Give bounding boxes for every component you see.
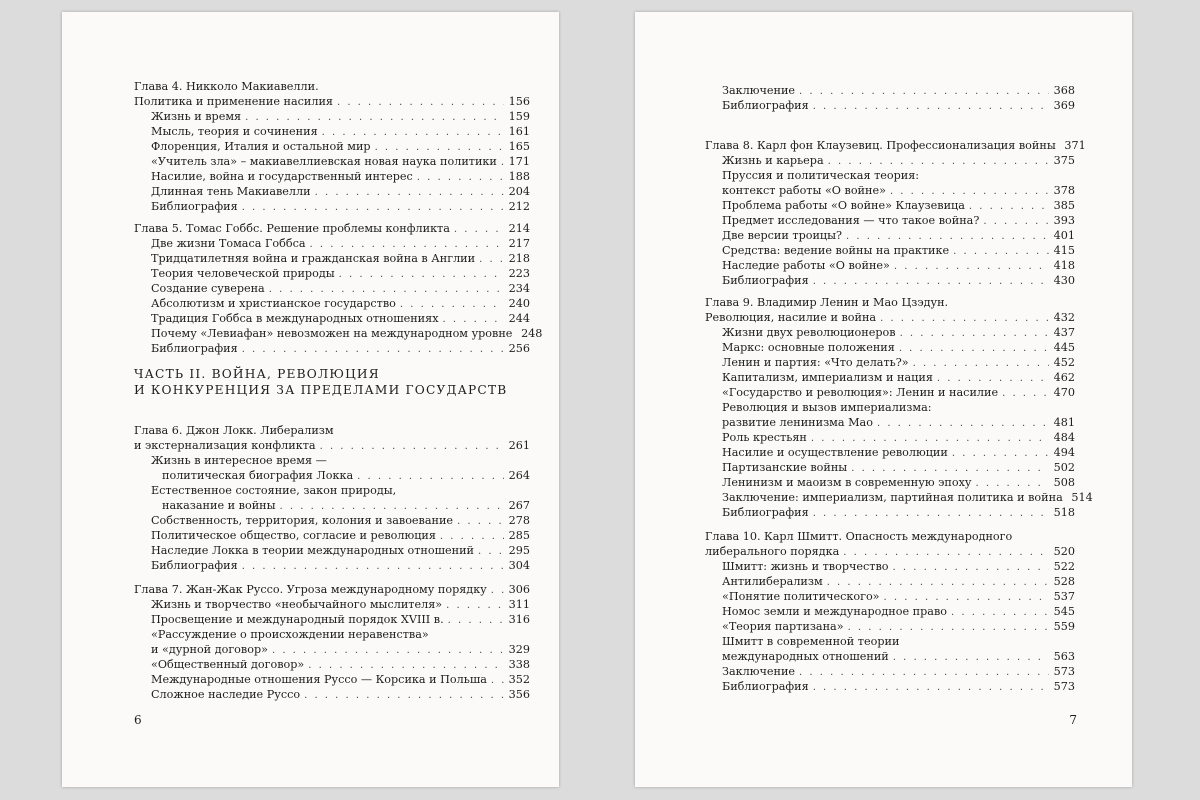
- leader-dots: [1002, 386, 1049, 401]
- leader-dots: [242, 200, 504, 215]
- chapter-8-list: [722, 198, 1075, 288]
- toc-entry-page: 508: [1053, 476, 1075, 489]
- toc-entry: [722, 619, 1075, 634]
- toc-entry: [722, 370, 1075, 385]
- toc-entry-title: Насилие и осуществление революции: [722, 446, 948, 459]
- toc-entry: [722, 83, 1075, 98]
- toc-entry-page: 244: [508, 312, 530, 325]
- toc-entry-title: Антилиберализм: [722, 575, 823, 588]
- toc-entry: контекст работы «О войне» . . . 378: [722, 183, 1075, 198]
- toc-entry: [722, 258, 1075, 273]
- leader-dots: [339, 267, 504, 282]
- leader-dots: [813, 99, 1049, 114]
- toc-entry-page: 240: [508, 297, 530, 310]
- leader-dots: [269, 282, 504, 297]
- toc-entry-title: Жизнь и творчество «необычайного мыслителя»: [151, 598, 443, 611]
- right-page: [635, 12, 1132, 787]
- toc-entry-page: 415: [1053, 244, 1075, 257]
- toc-entry-page: 316: [508, 613, 530, 626]
- toc-entry-title: Насилие, война и государственный интерес: [151, 170, 413, 183]
- chapter-4-items: [134, 109, 530, 214]
- toc-entry-page: 248: [521, 327, 543, 340]
- toc-entry-title: Тридцатилетняя война и гражданская война в Англии: [151, 252, 476, 265]
- leader-dots: [491, 673, 504, 688]
- chapter-6-items: [134, 453, 530, 573]
- leader-dots: [913, 356, 1049, 371]
- toc-entry-line: «Рассуждение о происхождении неравенства»: [151, 628, 429, 641]
- toc-entry: [722, 475, 1075, 490]
- toc-entry-page: 338: [508, 658, 530, 671]
- chapter-5-items: [134, 236, 543, 356]
- toc-entry: [722, 559, 1075, 574]
- chapter-8: [705, 138, 1086, 288]
- part-2-heading: [134, 367, 530, 398]
- toc-entry: [151, 251, 530, 266]
- chapter-7-items: [134, 597, 530, 702]
- chapter-10-items: [705, 559, 1075, 694]
- toc-entry: Революция, насилие и война . . . 432: [705, 310, 1075, 325]
- toc-entry-title: Мысль, теория и сочинения: [151, 125, 318, 138]
- toc-entry: [151, 528, 530, 543]
- leader-dots: [811, 431, 1049, 446]
- toc-entry-title: Библиография: [722, 274, 809, 287]
- toc-entry-page: 159: [508, 110, 530, 123]
- toc-entry: [722, 228, 1075, 243]
- toc-entry-title: Просвещение и международный порядок XVIII в.: [151, 613, 444, 626]
- toc-entry-title: Две жизни Томаса Гоббса: [151, 237, 306, 250]
- toc-entry-page: 285: [508, 529, 530, 542]
- toc-entry-title: Собственность, территория, колония и завоевание: [151, 514, 454, 527]
- leader-dots: [400, 297, 504, 312]
- toc-entry-page: 161: [508, 125, 530, 138]
- toc-entry-title: Создание суверена: [151, 282, 265, 295]
- leader-dots: [813, 274, 1049, 289]
- carry-over-items: [705, 83, 1075, 113]
- toc-entry-line: Естественное состояние, закон природы,: [151, 484, 397, 497]
- toc-entry-title: Политическое общество, согласие и революция: [151, 529, 436, 542]
- leader-dots: [846, 229, 1049, 244]
- toc-entry-page: 356: [508, 688, 530, 701]
- toc-entry-title: Две версии троицы?: [722, 229, 843, 242]
- leader-dots: [884, 590, 1049, 605]
- toc-entry-page: 559: [1053, 620, 1075, 633]
- toc-entry-title: Международные отношения Руссо — Корсика и Польша: [151, 673, 487, 686]
- chapter-title: Глава 6. Джон Локк. Либерализм: [134, 424, 334, 437]
- toc-entry-page: 369: [1053, 99, 1075, 112]
- leader-dots: [953, 244, 1049, 259]
- toc-entry-line: Жизнь в интересное время —: [151, 454, 327, 467]
- toc-entry: [722, 385, 1075, 400]
- leader-dots: [457, 514, 504, 529]
- toc-entry-page: 470: [1053, 386, 1075, 399]
- toc-entry: [151, 184, 530, 199]
- leader-dots: [448, 613, 504, 628]
- chapter-7-list-b: [151, 657, 530, 702]
- toc-entry: [151, 326, 543, 341]
- toc-entry-line: Революция и вызов империализма:: [722, 401, 932, 414]
- leader-dots: [952, 446, 1049, 461]
- toc-entry-title: Заключение: [722, 665, 796, 678]
- toc-entry: [722, 325, 1075, 340]
- toc-entry-title: Библиография: [722, 680, 809, 693]
- toc-entry: [151, 612, 530, 627]
- toc-entry: [151, 139, 530, 154]
- toc-entry-page: 494: [1053, 446, 1075, 459]
- toc-entry: политическая биография Локка . . . 264: [151, 468, 530, 483]
- toc-entry: международных отношений . . . 563: [722, 649, 1075, 664]
- toc-entry: Глава 7. Жан-Жак Руссо. Угроза международному порядку . . . 306: [134, 582, 530, 597]
- leader-dots: [375, 140, 504, 155]
- toc-entry-title: Наследие работы «О войне»: [722, 259, 890, 272]
- toc-entry: [722, 213, 1075, 228]
- toc-entry-title: «Понятие политического»: [722, 590, 880, 603]
- toc-entry: [722, 679, 1075, 694]
- toc-entry-title: Теория человеческой природы: [151, 267, 335, 280]
- toc-entry-title: «Теория партизана»: [722, 620, 844, 633]
- chapter-7: [134, 582, 530, 702]
- leader-dots: [440, 529, 504, 544]
- toc-entry-page: 311: [508, 598, 530, 611]
- toc-entry: [151, 311, 530, 326]
- toc-entry-page: 437: [1053, 326, 1075, 339]
- leader-dots: [894, 259, 1049, 274]
- toc-entry-page: 537: [1053, 590, 1075, 603]
- toc-entry: [722, 460, 1075, 475]
- toc-entry-title: Жизнь и время: [151, 110, 242, 123]
- leader-dots: [900, 326, 1049, 341]
- toc-entry-page: 352: [508, 673, 530, 686]
- chapter-10-list-a: [722, 559, 1075, 634]
- leader-dots: [851, 461, 1049, 476]
- leader-dots: [501, 155, 504, 170]
- toc-entry: [722, 98, 1075, 113]
- toc-entry: наказание и войны . . . 267: [151, 498, 530, 513]
- leader-dots: [443, 312, 504, 327]
- toc-entry-title: Жизни двух революционеров: [722, 326, 896, 339]
- leader-dots: [446, 598, 504, 613]
- toc-entry-title: Ленинизм и маоизм в современную эпоху: [722, 476, 972, 489]
- toc-entry-title: Библиография: [151, 559, 238, 572]
- toc-entry-page: 452: [1053, 356, 1075, 369]
- toc-entry-page: 418: [1053, 259, 1075, 272]
- leader-dots: [975, 476, 1049, 491]
- chapter-7-end: [705, 83, 1075, 113]
- toc-entry: [151, 687, 530, 702]
- toc-entry: и «дурной договор» . . . 329: [151, 642, 530, 657]
- toc-entry: [151, 169, 530, 184]
- chapter-6-list: [151, 513, 530, 573]
- toc-entry-title: Библиография: [151, 342, 238, 355]
- toc-entry-title: «Общественный договор»: [151, 658, 305, 671]
- toc-entry-title: Предмет исследования — что такое война?: [722, 214, 980, 227]
- toc-entry: [722, 664, 1075, 679]
- toc-entry: [722, 198, 1075, 213]
- toc-entry-title: Библиография: [722, 99, 809, 112]
- toc-entry-title: Заключение: [722, 84, 796, 97]
- leader-dots: [304, 688, 504, 703]
- toc-entry-page: 368: [1053, 84, 1075, 97]
- toc-entry-title: Наследие Локка в теории международных отношений: [151, 544, 474, 557]
- toc-entry-page: 165: [508, 140, 530, 153]
- chapter-title: Глава 9. Владимир Ленин и Мао Цзэдун.: [705, 296, 949, 309]
- toc-entry-page: 223: [508, 267, 530, 280]
- toc-entry: развитие ленинизма Мао . . . 481: [722, 415, 1075, 430]
- toc-entry-title: Партизанские войны: [722, 461, 848, 474]
- toc-entry: [722, 505, 1075, 520]
- toc-entry: [151, 124, 530, 139]
- toc-entry-page: 217: [508, 237, 530, 250]
- leader-dots: [899, 341, 1049, 356]
- leader-dots: [848, 620, 1049, 635]
- toc-entry-title: Сложное наследие Руссо: [151, 688, 301, 701]
- toc-entry: [722, 340, 1075, 355]
- toc-entry-page: 518: [1053, 506, 1075, 519]
- toc-entry: [151, 109, 530, 124]
- toc-entry-page: 522: [1053, 560, 1075, 573]
- chapter-title: Глава 10. Карл Шмитт. Опасность международного: [705, 530, 1013, 543]
- leader-dots: [245, 110, 504, 125]
- toc-entry-page: 545: [1053, 605, 1075, 618]
- toc-entry: [722, 355, 1075, 370]
- toc-entry-line: Шмитт в современной теории: [722, 635, 900, 648]
- toc-entry-title: Почему «Левиафан» невозможен на международном уровне: [151, 327, 513, 340]
- leader-dots: [310, 237, 504, 252]
- left-page: [62, 12, 559, 787]
- toc-entry-title: Заключение: империализм, партийная политика и война: [722, 491, 1063, 504]
- toc-entry-page: 573: [1053, 680, 1075, 693]
- leader-dots: [242, 559, 504, 574]
- toc-entry: [151, 672, 530, 687]
- leader-dots: [969, 199, 1049, 214]
- toc-entry-page: 188: [508, 170, 530, 183]
- toc-entry: [151, 296, 530, 311]
- toc-entry-title: Длинная тень Макиавелли: [151, 185, 311, 198]
- toc-entry: [722, 604, 1075, 619]
- toc-entry: [151, 657, 530, 672]
- toc-entry-title: Капитализм, империализм и нация: [722, 371, 933, 384]
- toc-entry: либерального порядка . . . 520: [705, 544, 1075, 559]
- leader-dots: [322, 125, 504, 140]
- toc-entry-title: Библиография: [722, 506, 809, 519]
- toc-entry-page: 304: [508, 559, 530, 572]
- toc-entry-title: Шмитт: жизнь и творчество: [722, 560, 889, 573]
- toc-entry-page: 295: [508, 544, 530, 557]
- toc-entry-title: Библиография: [151, 200, 238, 213]
- toc-entry: [722, 273, 1075, 288]
- toc-entry-title: Средства: ведение войны на практике: [722, 244, 950, 257]
- toc-entry-page: 256: [508, 342, 530, 355]
- toc-entry: [722, 589, 1075, 604]
- toc-entry-title: Маркс: основные положения: [722, 341, 895, 354]
- toc-entry-title: Ленин и партия: «Что делать?»: [722, 356, 909, 369]
- toc-entry: [151, 199, 530, 214]
- chapter-4: [134, 79, 530, 214]
- toc-entry-page: 430: [1053, 274, 1075, 287]
- toc-entry: [151, 341, 530, 356]
- toc-entry-page: 573: [1053, 665, 1075, 678]
- chapter-9-items: [705, 325, 1093, 520]
- leader-dots: [478, 544, 504, 559]
- leader-dots: [827, 575, 1049, 590]
- toc-entry: и экстернализация конфликта . . . 261: [134, 438, 530, 453]
- toc-entry-page: 171: [508, 155, 530, 168]
- toc-entry: Глава 8. Карл фон Клаузевиц. Профессионализация войны 371: [705, 139, 1086, 152]
- toc-entry-page: 218: [508, 252, 530, 265]
- toc-entry-page: 278: [508, 514, 530, 527]
- toc-entry-title: «Государство и революция»: Ленин и насилие: [722, 386, 999, 399]
- chapter-5: [134, 221, 543, 356]
- toc-entry-title: Традиция Гоббса в международных отношениях: [151, 312, 439, 325]
- toc-entry: Жизнь и карьера . . . 375: [722, 153, 1075, 168]
- toc-entry-page: 528: [1053, 575, 1075, 588]
- toc-entry: [151, 266, 530, 281]
- toc-entry: Политика и применение насилия . . . 156: [134, 94, 530, 109]
- toc-entry: [722, 490, 1093, 505]
- chapter-10: [705, 529, 1075, 694]
- toc-entry-page: 212: [508, 200, 530, 213]
- toc-entry: Глава 5. Томас Гоббс. Решение проблемы конфликта . . . 214: [134, 221, 530, 236]
- toc-entry-title: Номос земли и международное право: [722, 605, 947, 618]
- toc-entry: [151, 154, 530, 169]
- toc-entry: [151, 513, 530, 528]
- toc-entry-page: 204: [508, 185, 530, 198]
- leader-dots: [799, 84, 1049, 99]
- leader-dots: [813, 506, 1049, 521]
- toc-entry: [722, 574, 1075, 589]
- chapter-10-list-b: [722, 664, 1075, 694]
- chapter-title: Глава 4. Никколо Макиавелли.: [134, 80, 319, 93]
- toc-entry: [151, 543, 530, 558]
- part-title-line-1: ЧАСТЬ II. ВОЙНА, РЕВОЛЮЦИЯ: [134, 367, 380, 381]
- chapter-9: [705, 295, 1093, 520]
- toc-entry: [151, 558, 530, 573]
- leader-dots: [937, 371, 1049, 386]
- leader-dots: [813, 680, 1049, 695]
- toc-entry-page: 514: [1071, 491, 1093, 504]
- toc-entry-title: Флоренция, Италия и остальной мир: [151, 140, 371, 153]
- toc-entry-title: Проблема работы «О войне» Клаузевица: [722, 199, 965, 212]
- leader-dots: [479, 252, 504, 267]
- toc-entry-line: Пруссия и политическая теория:: [722, 169, 920, 182]
- page-number: 6: [134, 713, 142, 727]
- leader-dots: [951, 605, 1049, 620]
- chapter-9-list-a: [722, 325, 1075, 400]
- toc-entry-page: 401: [1053, 229, 1075, 242]
- leader-dots: [242, 342, 504, 357]
- chapter-6: [134, 423, 530, 573]
- toc-entry-title: «Учитель зла» – макиавеллиевская новая наука политики: [151, 155, 497, 168]
- toc-entry-title: Абсолютизм и христианское государство: [151, 297, 396, 310]
- toc-entry-title: Роль крестьян: [722, 431, 807, 444]
- toc-entry-page: 385: [1053, 199, 1075, 212]
- toc-entry-page: 393: [1053, 214, 1075, 227]
- toc-entry-page: 462: [1053, 371, 1075, 384]
- toc-entry: [722, 243, 1075, 258]
- chapter-8-items: [705, 153, 1075, 288]
- page-number: 7: [1069, 713, 1077, 727]
- toc-entry-page: 502: [1053, 461, 1075, 474]
- leader-dots: [417, 170, 504, 185]
- chapter-9-list-b: [722, 430, 1093, 520]
- toc-entry-page: 484: [1053, 431, 1075, 444]
- leader-dots: [799, 665, 1049, 680]
- toc-entry: [151, 597, 530, 612]
- toc-entry: [151, 236, 530, 251]
- leader-dots: [308, 658, 504, 673]
- toc-entry: [722, 445, 1075, 460]
- toc-entry-page: 234: [508, 282, 530, 295]
- leader-dots: [315, 185, 504, 200]
- leader-dots: [893, 560, 1050, 575]
- part-title-line-2: И КОНКУРЕНЦИЯ ЗА ПРЕДЕЛАМИ ГОСУДАРСТВ: [134, 382, 508, 397]
- toc-entry: [722, 430, 1075, 445]
- chapter-7-list-a: [151, 597, 530, 627]
- leader-dots: [983, 214, 1049, 229]
- toc-entry-page: 445: [1053, 341, 1075, 354]
- toc-entry: [151, 281, 530, 296]
